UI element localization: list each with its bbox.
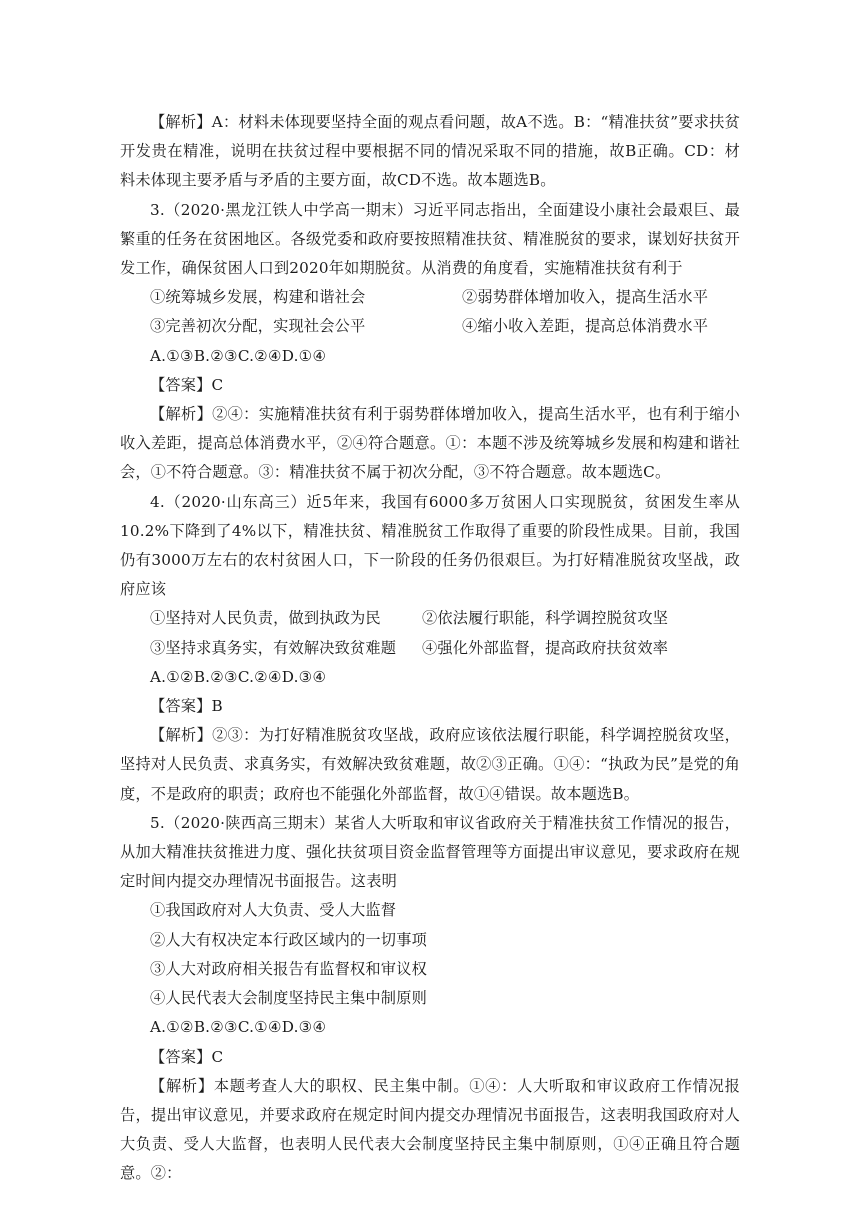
q3-option-1: ①统筹城乡发展，构建和谐社会 (150, 288, 366, 307)
q5-option-3: ③人大对政府相关报告有监督权和审议权 (150, 959, 427, 978)
q5-option-2: ②人大有权决定本行政区域内的一切事项 (150, 930, 427, 949)
q4-options-row-2 (120, 634, 740, 663)
q5-option-4: ④人民代表大会制度坚持民主集中制原则 (150, 989, 427, 1008)
q4-stem: 4.（2020·山东高三）近5年来，我国有6000多万贫困人口实现脱贫，贫困发生率从10.2%下降到了4%以下，精准扶贫、精准脱贫工作取得了重要的阶段性成果。目前，我国仍有3000万左右的农村贫困人口，下一阶段的任务仍很艰巨。为打好精准脱贫攻坚战，政府应该 (120, 492, 740, 599)
q4-option-2: ②依法履行职能，科学调控脱贫攻坚 (422, 609, 669, 628)
q4-choices: A.①②B.②③C.②④D.③④ (150, 667, 327, 686)
q5-analysis: 【解析】本题考查人大的职权、民主集中制。①④：人大听取和审议政府工作情况报告，提出审议意见，并要求政府在规定时间内提交办理情况书面报告，这表明我国政府对人大负责、受人大监督，也表明人民代表大会制度坚持民主集中制原则，①④正确且符合题意。②： (120, 1076, 740, 1183)
q5-option-1: ①我国政府对人大负责、受人大监督 (150, 901, 397, 920)
q3-option-4: ④缩小收入差距，提高总体消费水平 (462, 317, 709, 336)
document-body (120, 108, 740, 1189)
q4-answer: 【答案】B (150, 697, 223, 716)
q4-option-4: ④强化外部监督，提高政府扶贫效率 (422, 638, 669, 657)
q3-options-row-1 (120, 283, 740, 312)
q5-choices: A.①②B.②③C.①④D.③④ (150, 1018, 327, 1037)
q4-option-3: ③坚持求真务实，有效解决致贫难题 (150, 638, 397, 657)
q4-analysis: 【解析】②③：为打好精准脱贫攻坚战，政府应该依法履行职能，科学调控脱贫攻坚，坚持对人民负责、求真务实，有效解决致贫难题，故②③正确。①④：“执政为民”是党的角度，不是政府的职责；政府也不能强化外部监督，故①④错误。故本题选B。 (120, 726, 740, 803)
q3-answer: 【答案】C (150, 375, 224, 394)
q3-option-3: ③完善初次分配，实现社会公平 (150, 317, 366, 336)
q3-analysis: 【解析】②④：实施精准扶贫有利于弱势群体增加收入，提高生活水平，也有利于缩小收入差距，提高总体消费水平，②④符合题意。①：本题不涉及统筹城乡发展和构建和谐社会，①不符合题意。③：精准扶贫不属于初次分配，③不符合题意。故本题选C。 (120, 405, 740, 482)
q5-stem: 5.（2020·陕西高三期末）某省人大听取和审议省政府关于精准扶贫工作情况的报告，从加大精准扶贫推进力度、强化扶贫项目资金监督管理等方面提出审议意见，要求政府在规定时间内提交办理情况书面报告。这表明 (120, 813, 740, 891)
q3-stem: 3.（2020·黑龙江铁人中学高一期末）习近平同志指出，全面建设小康社会最艰巨、最繁重的任务在贫困地区。各级党委和政府要按照精准扶贫、精准脱贫的要求，谋划好扶贫开发工作，确保贫困人口到2020年如期脱贫。从消费的角度看，实施精准扶贫有利于 (120, 200, 740, 278)
q3-options-row-2 (120, 312, 740, 341)
q4-options-row-1 (120, 604, 740, 633)
q5-answer: 【答案】C (150, 1047, 224, 1066)
q3-option-2: ②弱势群体增加收入，提高生活水平 (462, 288, 709, 307)
q4-option-1: ①坚持对人民负责，做到执政为民 (150, 609, 381, 628)
q3-choices: A.①③B.②③C.②④D.①④ (150, 346, 327, 365)
q2-analysis: 【解析】A：材料未体现要坚持全面的观点看问题，故A不选。B：“精准扶贫”要求扶贫开发贵在精准，说明在扶贫过程中要根据不同的情况采取不同的措施，故B正确。CD：材料未体现主要矛盾与矛盾的主要方面，故CD不选。故本题选B。 (120, 113, 740, 190)
